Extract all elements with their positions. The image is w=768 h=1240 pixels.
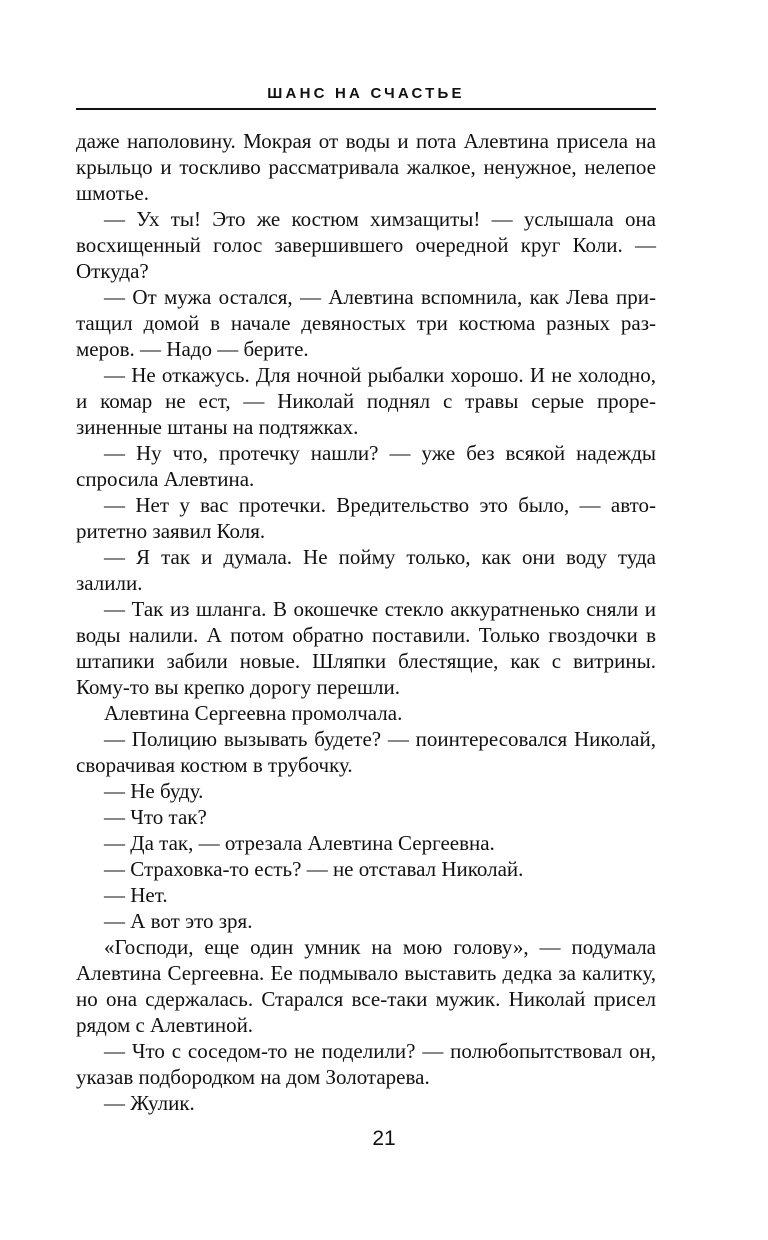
paragraph: — От мужа остался, — Алевтина вспомнила, как Лева притащил домой в начале девяностых три костюма разных размеров. — Надо — берите. [76,285,656,361]
paragraph: — Не откажусь. Для ночной рыбалки хорошо. И не холодно, и комар не ест, — Николай поднял с травы серые прорезиненные штаны на подтяжках. [76,363,656,439]
paragraph: — Страховка-то есть? — не отставал Николай. [104,857,524,881]
paragraph: — Да так, — отрезала Алевтина Сергеевна. [104,831,495,855]
paragraph: Алевтина Сергеевна промолчала. [104,701,403,725]
page-number: 21 [372,1127,396,1150]
paragraph: — Нет у вас протечки. Вредительство это было, — авторитетно заявил Коля. [76,493,656,543]
paragraph: — Жулик. [104,1091,195,1115]
running-header: ШАНС НА СЧАСТЬЕ [267,85,465,102]
paragraph: — Что так? [104,805,207,829]
body-text [76,128,656,1116]
header-rule [76,108,656,110]
paragraph: — А вот это зря. [104,909,253,933]
paragraph: — Нет. [104,883,168,907]
paragraph: — Я так и думала. Не пойму только, как они воду туда залили. [76,545,656,595]
paragraph: — Ух ты! Это же костюм химзащиты! — услышала она восхищенный голос завершившего очередной круг Коли. — Откуда? [76,207,656,283]
paragraph: — Ну что, протечку нашли? — уже без всякой надежды спросила Алевтина. [76,441,656,491]
paragraph: — Что с соседом-то не поделили? — полюбопытствовал он, указав подбородком на дом Золотарева. [76,1039,656,1089]
paragraph: — Так из шланга. В окошечке стекло аккуратненько сняли и воды налили. А потом обратно поставили. Только гвоздочки в штапики забили новые. Шляпки блестящие, как с витрины. Кому-то вы крепко дорогу перешли. [76,597,656,699]
paragraph: «Господи, еще один умник на мою голову», — подумала Алевтина Сергеевна. Ее подмывало выставить дедка за калитку, но она сдержалась. Старался все-таки мужик. Николай присел рядом с Алевтиной. [76,935,656,1037]
paragraph: — Не буду. [104,779,204,803]
paragraph: — Полицию вызывать будете? — поинтересовался Николай, сворачивая костюм в трубочку. [76,727,656,777]
paragraph: даже наполовину. Мокрая от воды и пота Алевтина присела на крыльцо и тоскливо рассматривала жалкое, ненужное, нелепое шмотье. [76,129,656,205]
